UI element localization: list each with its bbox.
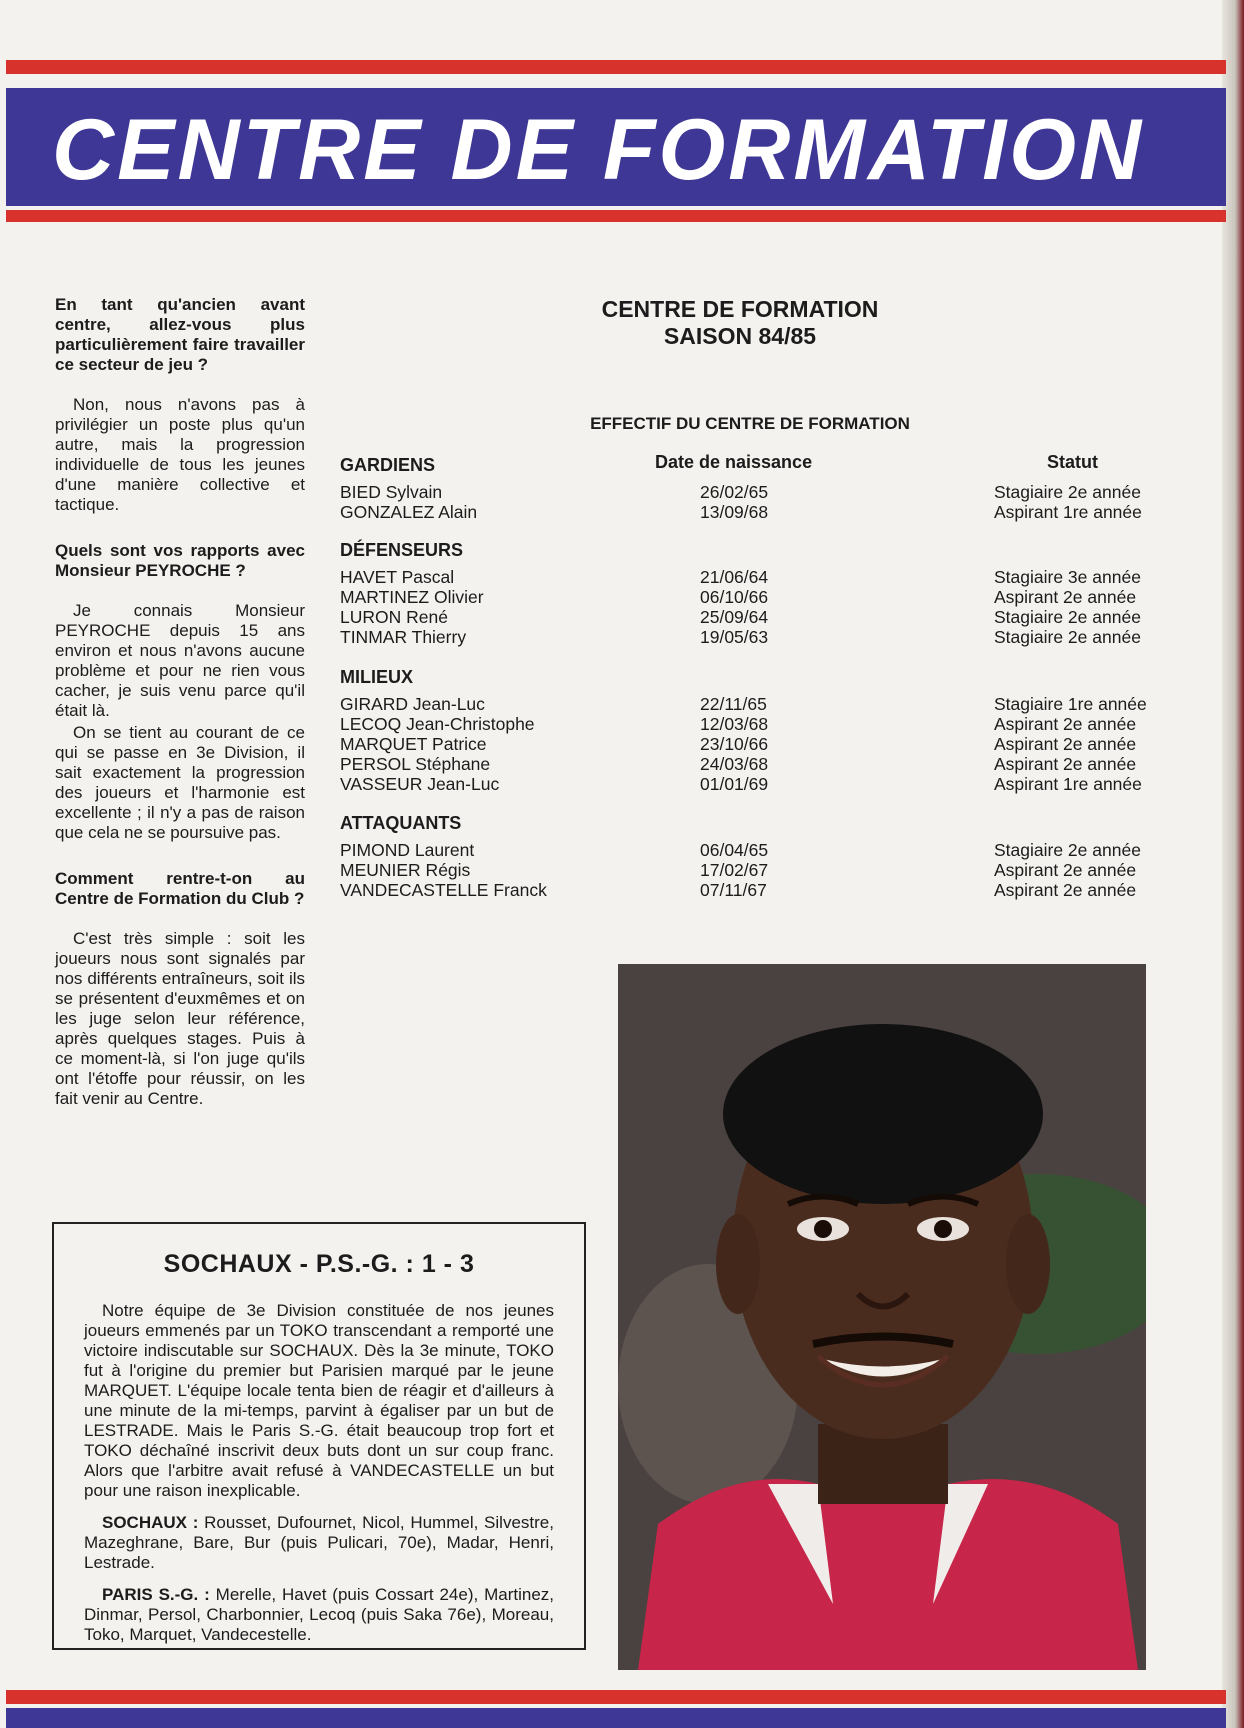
player-dob: 13/09/68 (700, 502, 769, 522)
player-dob: 22/11/65 (700, 694, 767, 714)
roster-row (340, 714, 1200, 734)
interview-answer: C'est très simple : soit les joueurs nous sont signalés par nos différents entraîneurs, soit ils se présentent d'euxmêmes et on les juge selon leur référence, après quelques stages. Puis à ce moment-là, si l'on juge qu'ils ont l'étoffe pour réussir, on les fait venir au Centre. (55, 929, 305, 1108)
interview-question: En tant qu'ancien avant centre, allez-vous plus particulièrement faire travailler ce secteur de jeu ? (55, 295, 305, 374)
section-title: ATTAQUANTS (340, 813, 462, 833)
sochaux-lineup: Rousset, Dufournet, Nicol, Hummel, Silvestre, Mazeghrane, Bare, Bur (puis Pulicari, 70e), Madar, Henri, Lestrade. (84, 1513, 554, 1572)
roster-row (340, 774, 1200, 794)
roster-section-milieux (340, 664, 1200, 794)
section-title: GARDIENS (340, 455, 436, 475)
player-dob: 06/04/65 (700, 840, 769, 860)
roster-row (340, 754, 1200, 774)
bottom-red-stripe (6, 1690, 1226, 1704)
portrait-illustration (618, 964, 1146, 1670)
section-title: MILIEUX (340, 667, 414, 687)
player-name: MEUNIER Régis (340, 860, 471, 880)
player-name: VANDECASTELLE Franck (340, 880, 547, 900)
player-dob: 25/09/64 (700, 607, 769, 627)
player-dob: 07/11/67 (700, 880, 767, 900)
player-status: Aspirant 1re année (994, 502, 1142, 522)
roster-row (340, 587, 1200, 607)
interview-column (55, 295, 305, 1111)
sochaux-label: SOCHAUX : (102, 1513, 199, 1532)
interview-answer: Non, nous n'avons pas à privilégier un poste plus qu'un autre, mais la progression individuelle de tous les jeunes d'une manière collective et tactique. (55, 395, 305, 514)
player-status: Aspirant 2e année (994, 754, 1137, 774)
player-name: GIRARD Jean-Luc (340, 694, 485, 714)
player-name: MARTINEZ Olivier (340, 587, 484, 607)
roster-section-defenseurs (340, 537, 1200, 647)
player-status: Aspirant 2e année (994, 734, 1137, 754)
interview-answer: Je connais Monsieur PEYROCHE depuis 15 ans environ et nous n'avons aucune problème et pour ne rien vous cacher, je suis venu parce qu'il était là. (55, 601, 305, 720)
interview-question: Comment rentre-t-on au Centre de Formation du Club ? (55, 869, 305, 908)
roster-row (340, 482, 1200, 502)
paris-label: PARIS S.-G. : (102, 1585, 210, 1604)
roster-row (340, 840, 1200, 860)
player-dob: 17/02/67 (700, 860, 769, 880)
match-report-box (52, 1222, 586, 1650)
roster-heading-line1: CENTRE DE FORMATION (601, 296, 879, 322)
player-dob: 21/06/64 (700, 567, 769, 587)
player-name: MARQUET Patrice (340, 734, 487, 754)
player-dob: 01/01/69 (700, 774, 769, 794)
player-status: Aspirant 2e année (994, 587, 1137, 607)
paris-lineup: Merelle, Havet (puis Cossart 24e), Martinez, Dinmar, Persol, Charbonnier, Lecoq (puis Saka 76e), Moreau, Toko, Marquet, Vandecestelle. (84, 1585, 554, 1644)
banner-title: CENTRE DE FORMATION (52, 102, 1145, 198)
roster-section-attaquants (340, 810, 1200, 900)
roster-row (340, 627, 1200, 647)
player-status: Stagiaire 3e année (994, 567, 1141, 587)
match-title: SOCHAUX - P.S.-G. : 1 - 3 (163, 1250, 475, 1278)
roster-subtitle: EFFECTIF DU CENTRE DE FORMATION (590, 414, 910, 433)
roster-row (340, 502, 1200, 522)
page-edge (1222, 0, 1244, 1728)
player-name: HAVET Pascal (340, 567, 455, 587)
player-name: VASSEUR Jean-Luc (340, 774, 500, 794)
roster-heading (540, 296, 940, 350)
player-name: GONZALEZ Alain (340, 502, 478, 522)
player-dob: 12/03/68 (700, 714, 769, 734)
player-status: Stagiaire 2e année (994, 627, 1141, 647)
match-report: Notre équipe de 3e Division constituée de nos jeunes joueurs emmenés par un TOKO transcendant a remporté une victoire indiscutable sur SOCHAUX. Dès la 3e minute, TOKO fut à l'origine du premier but Parisien marqué par le jeune MARQUET. L'équipe locale tenta bien de réagir et d'ailleurs à une minute de la mi-temps, parvint à égaliser par un but de LESTRADE. Mais le Paris S.-G. était beaucoup trop fort et TOKO déchaîné inscrivit deux buts dont un sur coup franc. Alors que l'arbitre avait refusé à VANDECASTELLE un but pour une raison inexplicable. (84, 1301, 554, 1500)
roster-heading-line2: SAISON 84/85 (663, 323, 817, 349)
player-dob: 19/05/63 (700, 627, 769, 647)
roster-row (340, 734, 1200, 754)
column-header-status: Statut (1047, 452, 1098, 472)
bottom-blue-stripe (6, 1708, 1226, 1728)
roster-section-gardiens (340, 452, 1200, 522)
player-dob: 06/10/66 (700, 587, 769, 607)
player-status: Stagiaire 2e année (994, 607, 1141, 627)
top-red-stripe (6, 60, 1226, 74)
player-status: Aspirant 2e année (994, 860, 1137, 880)
roster-row (340, 694, 1200, 714)
player-name: LURON René (340, 607, 448, 627)
player-status: Stagiaire 2e année (994, 840, 1141, 860)
section-title: DÉFENSEURS (340, 540, 464, 560)
roster-row (340, 607, 1200, 627)
player-dob: 24/03/68 (700, 754, 769, 774)
roster-row (340, 860, 1200, 880)
roster-row (340, 880, 1200, 900)
player-status: Aspirant 2e année (994, 880, 1137, 900)
player-dob: 26/02/65 (700, 482, 769, 502)
player-portrait-photo (618, 964, 1146, 1670)
player-name: LECOQ Jean-Christophe (340, 714, 535, 734)
paris-lineup-paragraph (84, 1585, 554, 1645)
column-header-dob: Date de naissance (655, 452, 813, 472)
player-status: Stagiaire 2e année (994, 482, 1141, 502)
player-name: TINMAR Thierry (340, 627, 467, 647)
player-name: PIMOND Laurent (340, 840, 475, 860)
interview-answer: On se tient au courant de ce qui se passe en 3e Division, il sait exactement la progression des joueurs et l'harmonie est excellente ; il n'y a pas de raison que cela ne se poursuive pas. (55, 723, 305, 842)
player-status: Aspirant 1re année (994, 774, 1142, 794)
player-dob: 23/10/66 (700, 734, 769, 754)
banner-red-stripe (6, 210, 1226, 222)
sochaux-lineup-paragraph (84, 1513, 554, 1573)
player-name: BIED Sylvain (340, 482, 443, 502)
interview-question: Quels sont vos rapports avec Monsieur PEYROCHE ? (55, 541, 305, 580)
player-status: Aspirant 2e année (994, 714, 1137, 734)
player-status: Stagiaire 1re année (994, 694, 1147, 714)
roster-row (340, 567, 1200, 587)
player-name: PERSOL Stéphane (340, 754, 491, 774)
